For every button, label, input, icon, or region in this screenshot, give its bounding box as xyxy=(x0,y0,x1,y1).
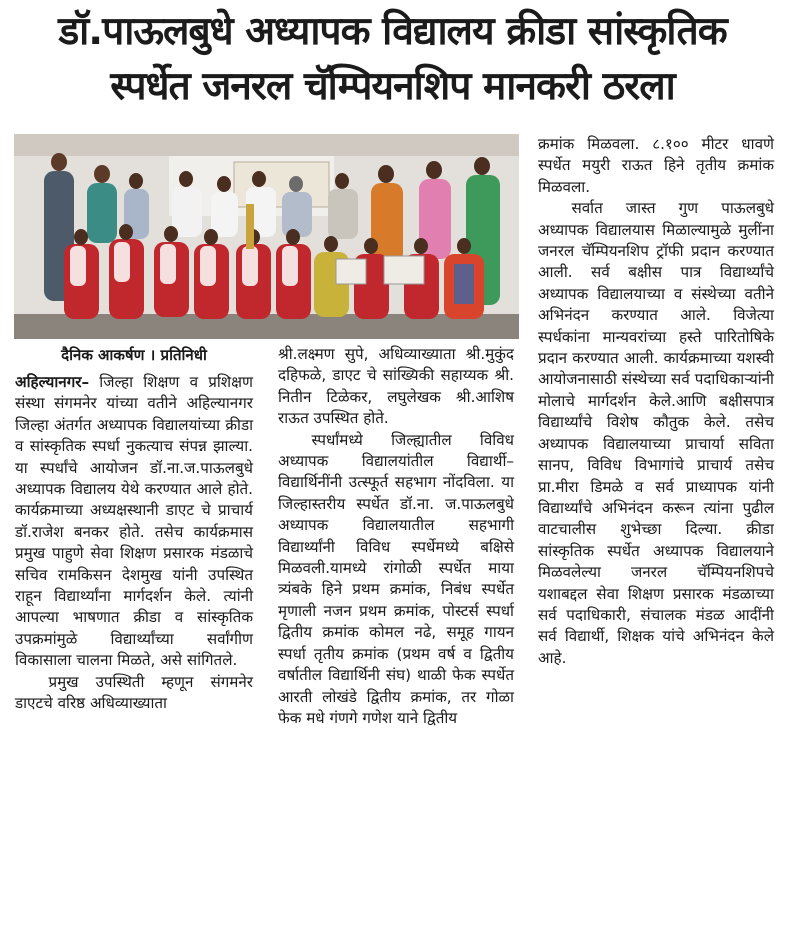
article-column-2 xyxy=(278,344,514,729)
paragraph: सर्वात जास्त गुण पाऊलबुधे अध्यापक विद्यालयास मिळाल्यामुळे मुलींना जनरल चॅम्पियनशिप ट्रॉफी प्रदान करण्यात आली. सर्व बक्षीस पात्र विद्यार्थ्यांचे अध्यापक विद्यालयाच्या व संस्थेच्या वतीने अभिनंदन करण्यात आले. विजेत्या स्पर्धकांना मान्यवरांच्या हस्ते पारितोषिके प्रदान करण्यात आली. कार्यक्रमाच्या यशस्वी आयोजनासाठी संस्थेच्या सर्व पदाधिकाऱ्यांनी मोलाचे मार्गदर्शन केले.आणि बक्षीसपात्र विद्यार्थ्यांचे विशेष कौतुक केले. तसेच अध्यापक विद्यालयाच्या प्राचार्या सविता सानप, विविध विभागांचे प्राचार्य तसेच प्रा.मीरा डिमळे व सर्व प्राध्यापक यांनी विद्यार्थ्यांचे अभिनंदन करून त्यांना पुढील वाटचालीस शुभेच्छा दिल्या. क्रीडा सांस्कृतिक स्पर्धेत अध्यापक विद्यालयाने मिळवलेल्या जनरल चॅम्पियनशिपचे यशाबद्दल सेवा शिक्षण प्रसारक मंडळाच्या सर्व पदाधिकारी, संचालक मंडळ आदींनी सर्व विद्यार्थी, शिक्षक यांचे अभिनंदन केले आहे. xyxy=(538,199,774,667)
group-photo-image xyxy=(14,134,519,339)
news-photo xyxy=(14,134,519,339)
paragraph xyxy=(15,372,253,672)
article-column-1 xyxy=(15,372,253,715)
paragraph-text: जिल्हा शिक्षण व प्रशिक्षण संस्था संगमनेर यांच्या वतीने अहिल्यानगर जिल्हा अंतर्गत अध्यापक विद्यालयांच्या क्रीडा व सांस्कृतिक स्पर्धा नुकत्याच संपन्न झाल्या. या स्पर्धांचे आयोजन डॉ.ना.ज.पाऊलबुधे अध्यापक विद्यालय येथे करण्यात आले होते. कार्यक्रमाच्या अध्यक्षस्थानी डाएट चे प्राचार्य डॉ.राजेश बनकर होते. तसेच कार्यक्रमास प्रमुख पाहुणे सेवा शिक्षण प्रसारक मंडळाचे सचिव रामकिसन देशमुख यांनी उपस्थित राहून विद्यार्थ्यांना मार्गदर्शन केले. त्यांनी आपल्या भाषणात क्रीडा व सांस्कृतिक उपक्रमांमुळे विद्यार्थ्यांच्या सर्वांगीण विकासाला चालना मिळते, असे सांगितले. xyxy=(15,373,253,670)
paragraph: स्पर्धांमध्ये जिल्ह्यातील विविध अध्यापक विद्यालयांतील विद्यार्थी–विद्यार्थिनींनी उत्स्फूर्त सहभाग नोंदविला. या जिल्हास्तरीय स्पर्धेत डॉ.ना. ज.पाऊलबुधे अध्यापक विद्यालयातील सहभागी विद्यार्थ्यांनी विविध स्पर्धेमध्ये बक्षिसे मिळवली.यामध्ये रांगोळी स्पर्धेत माया त्र्यंबके हिने प्रथम क्रमांक, निबंध स्पर्धेत मृणाली नजन प्रथम क्रमांक, पोस्टर्स स्पर्धा द्वितीय क्रमांक कोमल नढे, समूह गायन स्पर्धा तृतीय क्रमांक (प्रथम वर्ष व द्वितीय वर्षातील विद्यार्थिनी संघ) थाळी फेक स्पर्धेत आरती लोखंडे द्वितीय क्रमांक, तर गोळा फेक मधे गंणगे गणेश याने द्वितीय xyxy=(278,430,514,727)
article-column-3 xyxy=(538,134,774,669)
paragraph: श्री.लक्ष्मण सुपे, अधिव्याख्याता श्री.मुकुंद दहिफळे, डाएट चे सांख्यिकी सहाय्यक श्री. नितीन टिळेकर, लघुलेखक श्री.आशिष राऊत उपस्थित होते. xyxy=(278,345,514,428)
paragraph: प्रमुख उपस्थिती म्हणून संगमनेर डाएटचे वरिष्ठ अधिव्याख्याता xyxy=(15,672,253,713)
headline-line-2: स्पर्धेत जनरल चॅम्पियनशिप मानकरी ठरला xyxy=(110,64,675,109)
dateline: अहिल्यानगर– xyxy=(15,373,90,391)
headline-line-1: डॉ.पाऊलबुधे अध्यापक विद्यालय क्रीडा सांस्कृतिक xyxy=(58,9,727,54)
headline xyxy=(0,4,785,114)
byline: दैनिक आकर्षण । प्रतिनिधी xyxy=(61,346,207,364)
paragraph: क्रमांक मिळवला. ८.१०० मीटर धावणे स्पर्धेत मयुरी राऊत हिने तृतीय क्रमांक मिळवला. xyxy=(538,135,774,196)
